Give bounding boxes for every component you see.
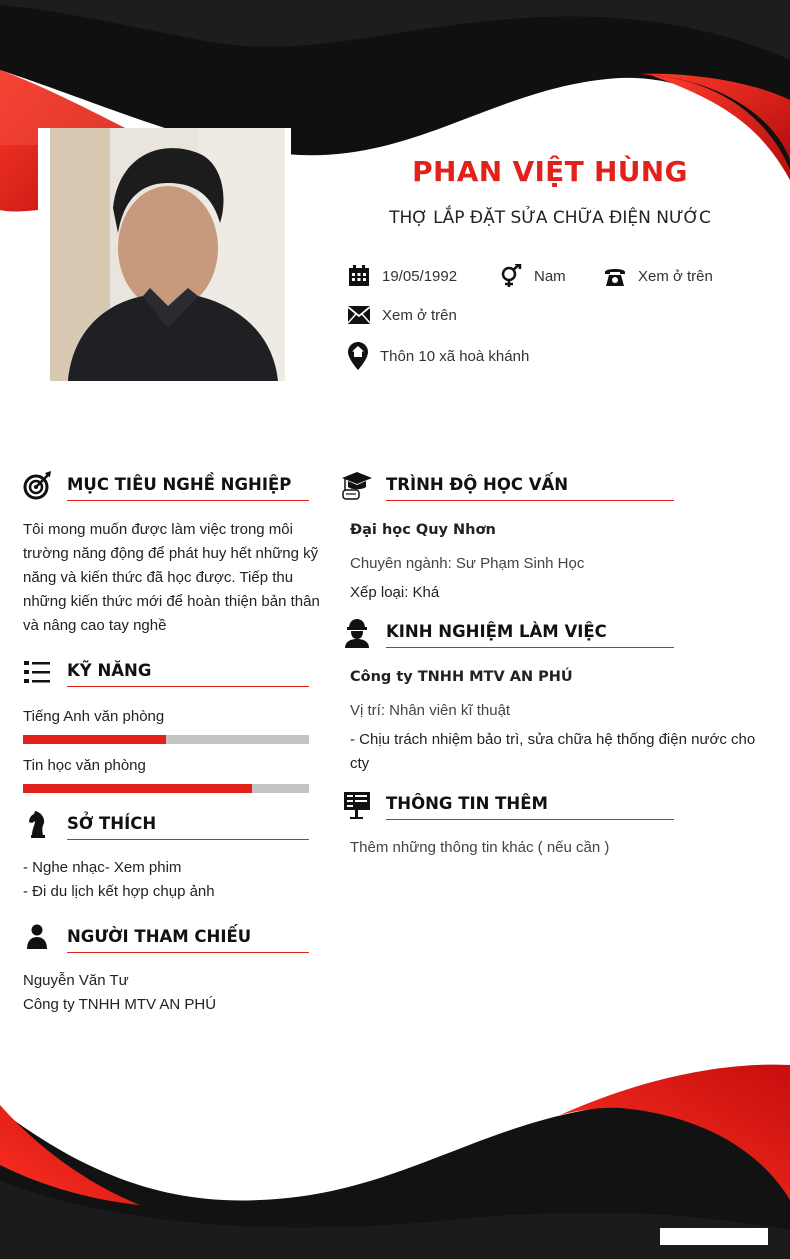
duty-line: cty — [350, 755, 370, 772]
experience-position: Vị trí: Nhân viên kĩ thuật — [350, 702, 511, 719]
address-value: Thôn 10 xã hoà khánh — [380, 347, 530, 365]
footer-box — [660, 1228, 768, 1245]
skill-item — [23, 754, 309, 793]
skill-item — [23, 705, 309, 744]
email-info — [348, 306, 457, 324]
list-icon — [23, 657, 53, 687]
graduation-cap-icon — [342, 471, 372, 501]
hobbies-title: SỞ THÍCH — [67, 814, 309, 840]
worker-icon — [342, 618, 372, 648]
experience-title: KINH NGHIỆM LÀM VIỆC — [386, 622, 674, 648]
target-icon — [23, 471, 53, 501]
skill-bar-fill — [23, 784, 252, 793]
skill-label: Tiếng Anh văn phòng — [23, 708, 165, 725]
phone-icon — [604, 265, 626, 287]
objective-line: năng và kiến thức đã học được. Tiếp thu — [23, 569, 294, 586]
company-name: Công ty TNHH MTV AN PHÚ — [350, 669, 573, 685]
chess-knight-icon — [23, 810, 53, 840]
reference-line: Nguyễn Văn Tư — [23, 972, 129, 989]
skill-bar-track — [23, 735, 309, 744]
objective-title: MỤC TIÊU NGHỀ NGHIỆP — [67, 475, 309, 501]
additional-title: THÔNG TIN THÊM — [386, 794, 674, 820]
references-section — [23, 923, 309, 953]
skills-section — [23, 657, 309, 687]
objective-line: Tôi mong muốn được làm việc trong môi — [23, 521, 293, 538]
gender-value: Nam — [534, 267, 566, 285]
school-name: Đại học Quy Nhơn — [350, 522, 496, 538]
hobby-line: - Đi du lịch kết hợp chụp ảnh — [23, 883, 215, 900]
education-section — [342, 471, 674, 501]
education-title: TRÌNH ĐỘ HỌC VẤN — [386, 475, 674, 501]
objective-line: và nâng cao tay nghề — [23, 617, 167, 634]
skill-label: Tin học văn phòng — [23, 757, 146, 774]
objective-section — [23, 471, 309, 501]
experience-details — [350, 665, 770, 776]
references-text — [23, 969, 309, 1017]
hobbies-section — [23, 810, 309, 840]
calendar-icon — [348, 265, 370, 287]
birthday-info — [348, 265, 457, 287]
objective-line: những kiến thức mới để hoàn thiện bản thân — [23, 593, 320, 610]
info-board-icon — [342, 790, 372, 820]
candidate-name: PHAN VIỆT HÙNG — [412, 155, 688, 188]
address-info — [348, 342, 529, 370]
hobby-line: - Nghe nhạc- Xem phim — [23, 859, 182, 876]
education-grade: Xếp loại: Khá — [350, 584, 440, 601]
objective-line: trường năng động để phát huy hết những kỹ — [23, 545, 319, 562]
references-title: NGƯỜI THAM CHIẾU — [67, 927, 309, 953]
skill-bar-fill — [23, 735, 166, 744]
gender-info — [500, 264, 566, 288]
experience-section — [342, 618, 674, 648]
objective-text — [23, 518, 323, 638]
location-pin-icon — [348, 342, 368, 370]
additional-section — [342, 790, 674, 820]
gender-icon — [500, 264, 522, 288]
phone-value: Xem ở trên — [638, 267, 713, 285]
person-icon — [23, 923, 53, 953]
email-value: Xem ở trên — [382, 306, 457, 324]
phone-info — [604, 265, 713, 287]
envelope-icon — [348, 306, 370, 324]
birthday-value: 19/05/1992 — [382, 267, 458, 285]
skill-bar-track — [23, 784, 309, 793]
experience-duty — [350, 728, 770, 776]
profile-photo — [38, 128, 291, 381]
duty-line: - Chịu trách nhiệm bảo trì, sửa chữa hệ thống điện nước cho — [350, 731, 756, 748]
additional-text: Thêm những thông tin khác ( nếu cần ) — [350, 839, 610, 856]
hobbies-text — [23, 856, 309, 904]
education-details — [350, 518, 770, 605]
job-title: THỢ LẮP ĐẶT SỬA CHỮA ĐIỆN NƯỚC — [389, 208, 711, 228]
skills-title: KỸ NĂNG — [67, 661, 309, 687]
reference-line: Công ty TNHH MTV AN PHÚ — [23, 996, 217, 1013]
education-major: Chuyên ngành: Sư Phạm Sinh Học — [350, 555, 585, 572]
